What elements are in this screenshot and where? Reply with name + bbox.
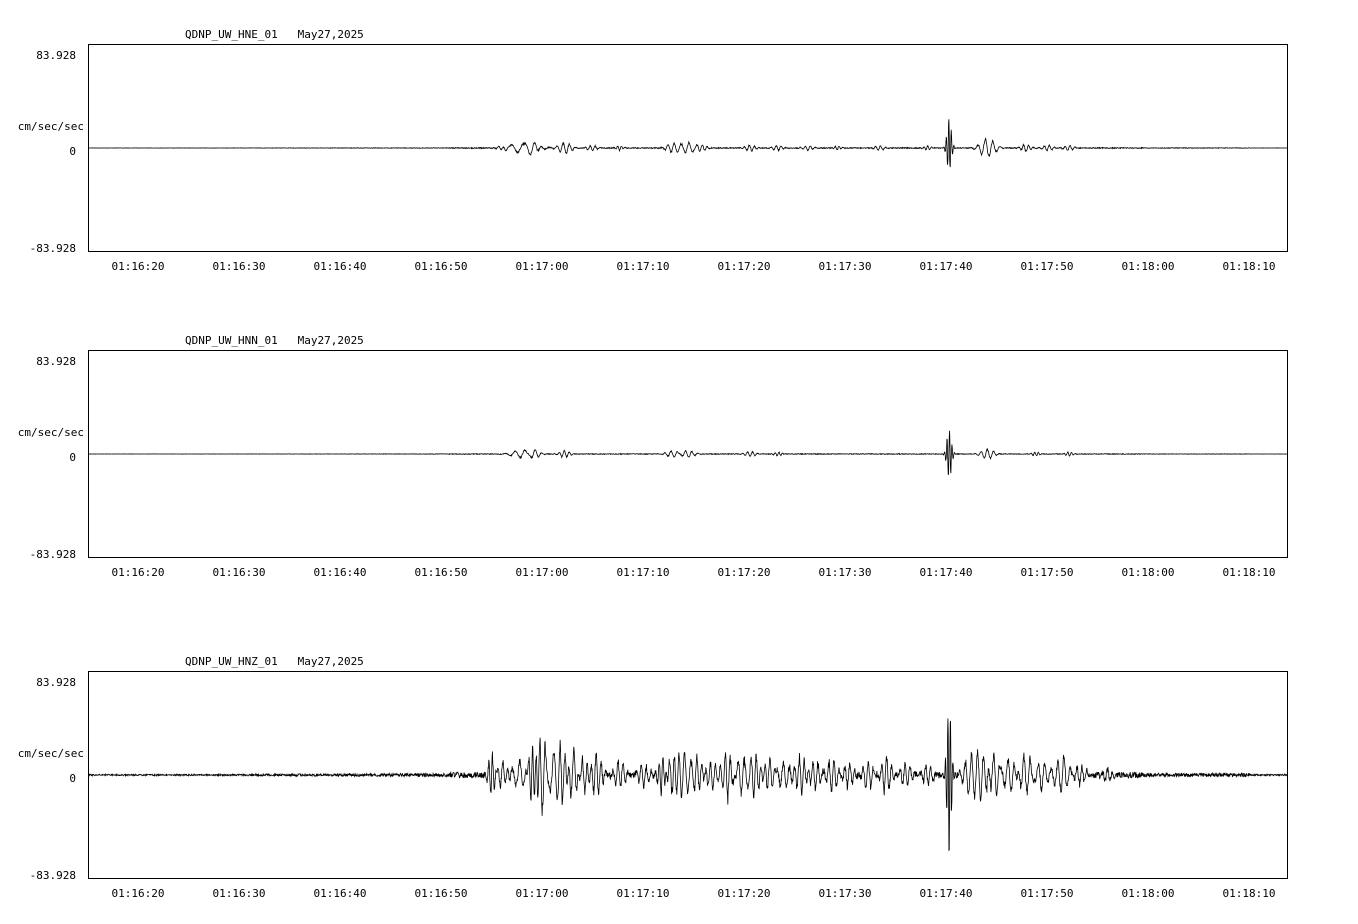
- x-tick-label: 01:17:00: [515, 566, 569, 579]
- x-tick-label: 01:16:30: [212, 887, 266, 900]
- x-tick-label: 01:17:10: [616, 566, 670, 579]
- x-tick-label: 01:16:20: [111, 260, 165, 273]
- x-tick-label: 01:16:40: [313, 260, 367, 273]
- plot-area-hnz[interactable]: [88, 671, 1288, 879]
- panel-title-hnn: QDNP_UW_HNN_01 May27,2025: [185, 334, 364, 347]
- x-tick-label: 01:18:00: [1121, 566, 1175, 579]
- x-tick-label: 01:17:50: [1020, 566, 1074, 579]
- x-tick-label: 01:17:10: [616, 887, 670, 900]
- x-tick-label: 01:18:10: [1222, 887, 1276, 900]
- x-tick-label: 01:16:40: [313, 887, 367, 900]
- x-tick-label: 01:16:30: [212, 260, 266, 273]
- x-tick-label: 01:17:00: [515, 887, 569, 900]
- x-tick-label: 01:17:40: [919, 566, 973, 579]
- x-tick-label: 01:16:30: [212, 566, 266, 579]
- x-tick-label: 01:17:30: [818, 260, 872, 273]
- waveform-trace-hne: [89, 45, 1287, 251]
- x-tick-label: 01:17:40: [919, 260, 973, 273]
- seismogram-panel-hnn: [0, 306, 1358, 596]
- panel-title-hnz: QDNP_UW_HNZ_01 May27,2025: [185, 655, 364, 668]
- seismogram-panel-hnz: [0, 616, 1358, 916]
- x-tick-label: 01:16:50: [414, 887, 468, 900]
- x-tick-label: 01:16:40: [313, 566, 367, 579]
- y-tick-max-hnz: 83.928: [36, 676, 76, 689]
- y-axis-unit-label-hne: cm/sec/sec: [17, 120, 84, 133]
- x-tick-label: 01:16:20: [111, 887, 165, 900]
- y-tick-zero-hne: 0: [69, 145, 76, 158]
- x-tick-label: 01:17:40: [919, 887, 973, 900]
- x-tick-label: 01:18:00: [1121, 260, 1175, 273]
- y-tick-max-hnn: 83.928: [36, 355, 76, 368]
- plot-area-hnn[interactable]: [88, 350, 1288, 558]
- y-tick-max-hne: 83.928: [36, 49, 76, 62]
- x-tick-label: 01:16:50: [414, 566, 468, 579]
- y-tick-zero-hnn: 0: [69, 451, 76, 464]
- x-tick-label: 01:17:20: [717, 566, 771, 579]
- x-tick-label: 01:17:50: [1020, 260, 1074, 273]
- panel-title-hne: QDNP_UW_HNE_01 May27,2025: [185, 28, 364, 41]
- y-tick-zero-hnz: 0: [69, 772, 76, 785]
- y-tick-min-hne: -83.928: [29, 242, 76, 255]
- x-tick-label: 01:17:20: [717, 887, 771, 900]
- x-tick-label: 01:16:50: [414, 260, 468, 273]
- plot-area-hne[interactable]: [88, 44, 1288, 252]
- x-tick-label: 01:18:10: [1222, 260, 1276, 273]
- x-tick-label: 01:16:20: [111, 566, 165, 579]
- seismogram-panel-hne: [0, 0, 1358, 290]
- waveform-trace-hnz: [89, 672, 1287, 878]
- waveform-trace-hnn: [89, 351, 1287, 557]
- y-axis-unit-label-hnn: cm/sec/sec: [17, 426, 84, 439]
- x-tick-label: 01:17:20: [717, 260, 771, 273]
- y-tick-min-hnn: -83.928: [29, 548, 76, 561]
- x-tick-label: 01:17:10: [616, 260, 670, 273]
- x-tick-label: 01:18:00: [1121, 887, 1175, 900]
- y-axis-unit-label-hnz: cm/sec/sec: [17, 747, 84, 760]
- x-tick-label: 01:17:00: [515, 260, 569, 273]
- y-tick-min-hnz: -83.928: [29, 869, 76, 882]
- x-tick-label: 01:17:30: [818, 887, 872, 900]
- x-tick-label: 01:18:10: [1222, 566, 1276, 579]
- x-tick-label: 01:17:30: [818, 566, 872, 579]
- x-tick-label: 01:17:50: [1020, 887, 1074, 900]
